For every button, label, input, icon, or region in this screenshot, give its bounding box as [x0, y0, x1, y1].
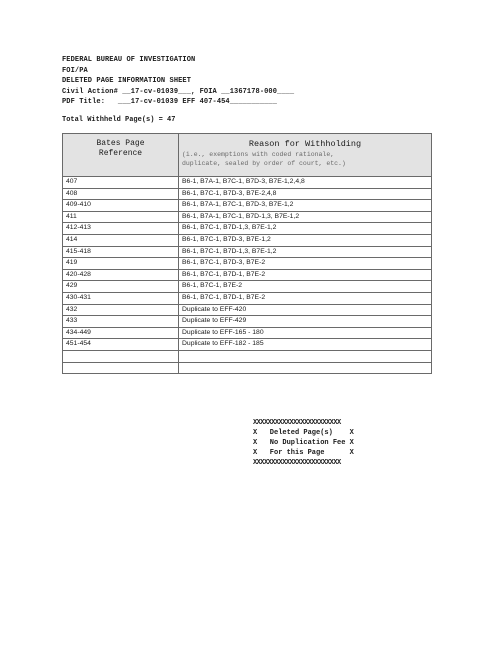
withholding-table [62, 133, 432, 374]
division-name: FOI/PA [62, 66, 88, 75]
withholding-reason-cell: B6-1, B7A-1, B7C-1, B7D-3, B7E-1,2 [179, 200, 432, 212]
bates-header-line2: Reference [98, 149, 143, 158]
table-row [63, 316, 432, 328]
bates-reference-cell [63, 350, 179, 362]
table-row [63, 327, 432, 339]
table-row [63, 281, 432, 293]
bates-header [63, 134, 179, 177]
bates-reference-cell: 407 [63, 177, 179, 189]
withholding-reason-cell: B6-1, B7C-1, B7D-3, B7E-2,4,8 [179, 188, 432, 200]
pdf-title: PDF Title: ___17-cv-01039 EFF 407-454___________ [62, 98, 278, 106]
table-row [63, 200, 432, 212]
table-row [63, 177, 432, 189]
stamp-line-fee: X No Duplication Fee X [253, 439, 354, 447]
table-header-row [63, 134, 432, 177]
withholding-reason-cell: Duplicate to EFF-420 [179, 304, 432, 316]
reason-header-sub2: duplicate, sealed by order of court, etc.) [182, 160, 346, 167]
reason-header-title: Reason for Withholding [248, 139, 362, 149]
total-withheld: Total Withheld Page(s) = 47 [62, 116, 176, 124]
table-row [63, 350, 432, 362]
bates-reference-cell: 432 [63, 304, 179, 316]
bates-reference-cell: 433 [63, 316, 179, 328]
withholding-reason-cell: Duplicate to EFF-165 - 180 [179, 327, 432, 339]
table-row [63, 362, 432, 374]
bates-reference-cell: 434-449 [63, 327, 179, 339]
table-row [63, 234, 432, 246]
table-row [63, 223, 432, 235]
bates-reference-cell: 412-413 [63, 223, 179, 235]
table-row [63, 258, 432, 270]
bates-reference-cell [63, 362, 179, 374]
withholding-reason-cell: B6-1, B7C-1, B7D-3, B7E-1,2 [179, 234, 432, 246]
bates-reference-cell: 430-431 [63, 292, 179, 304]
withholding-reason-cell [179, 362, 432, 374]
deleted-page-stamp [253, 418, 354, 468]
bates-reference-cell: 415-418 [63, 246, 179, 258]
table-row [63, 292, 432, 304]
withholding-reason-cell: B6-1, B7C-1, B7D-1,3, B7E-1,2 [179, 223, 432, 235]
bates-reference-cell: 414 [63, 234, 179, 246]
bates-reference-cell: 411 [63, 211, 179, 223]
bates-reference-cell: 429 [63, 281, 179, 293]
reason-header [179, 134, 432, 177]
bates-header-line1: Bates Page [96, 139, 145, 148]
stamp-line-deleted: X Deleted Page(s) X [253, 429, 354, 437]
table-row [63, 211, 432, 223]
bates-reference-cell: 419 [63, 258, 179, 270]
table-row [63, 188, 432, 200]
bates-reference-cell: 420-428 [63, 269, 179, 281]
document-header [62, 55, 294, 108]
withholding-reason-cell [179, 350, 432, 362]
bates-reference-cell: 408 [63, 188, 179, 200]
withholding-reason-cell: B6-1, B7A-1, B7C-1, B7D-1,3, B7E-1,2 [179, 211, 432, 223]
bates-reference-cell: 451-454 [63, 339, 179, 351]
withholding-reason-cell: Duplicate to EFF-182 - 185 [179, 339, 432, 351]
withholding-reason-cell: B6-1, B7C-1, B7E-2 [179, 281, 432, 293]
table-row [63, 304, 432, 316]
table-row [63, 339, 432, 351]
case-numbers: Civil Action# __17-cv-01039___, FOIA __1367178-000____ [62, 87, 295, 96]
stamp-line-page: X For this Page X [253, 449, 354, 457]
agency-name: FEDERAL BUREAU OF INVESTIGATION [62, 56, 196, 64]
withholding-reason-cell: B6-1, B7A-1, B7C-1, B7D-3, B7E-1,2,4,8 [179, 177, 432, 189]
withholding-reason-cell: B6-1, B7C-1, B7D-1, B7E-2 [179, 292, 432, 304]
withholding-reason-cell: Duplicate to EFF-429 [179, 316, 432, 328]
sheet-title: DELETED PAGE INFORMATION SHEET [62, 77, 192, 85]
bates-reference-cell: 409-410 [63, 200, 179, 212]
withholding-reason-cell: B6-1, B7C-1, B7D-1, B7E-2 [179, 269, 432, 281]
stamp-border-top: XXXXXXXXXXXXXXXXXXXXXXXX [253, 419, 341, 427]
reason-header-sub1: (i.e., exemptions with coded rationale, [182, 151, 335, 158]
stamp-border-bottom: XXXXXXXXXXXXXXXXXXXXXXXX [253, 459, 341, 467]
table-row [63, 269, 432, 281]
withholding-reason-cell: B6-1, B7C-1, B7D-3, B7E-2 [179, 258, 432, 270]
withholding-reason-cell: B6-1, B7C-1, B7D-1,3, B7E-1,2 [179, 246, 432, 258]
table-row [63, 246, 432, 258]
